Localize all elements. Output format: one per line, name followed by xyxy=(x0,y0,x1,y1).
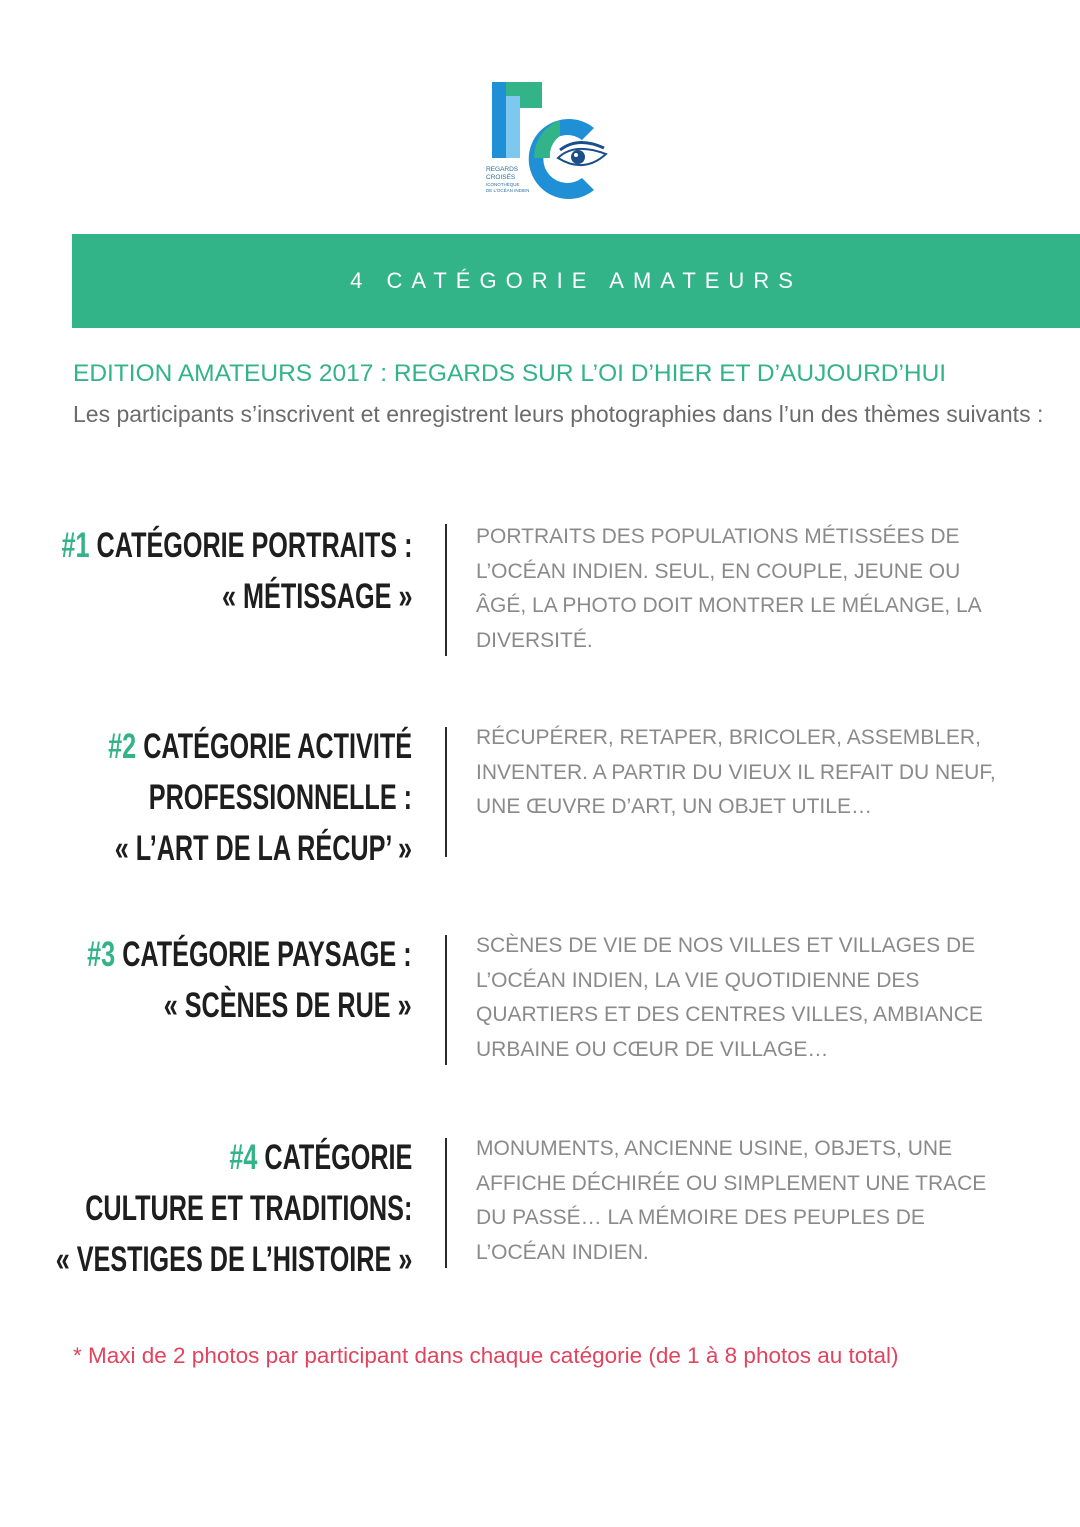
category-2-desc-line-3: UNE ŒUVRE D’ART, UN OBJET UTILE… xyxy=(476,795,872,819)
category-2-description xyxy=(476,721,1066,825)
category-2-divider xyxy=(445,727,447,857)
category-banner xyxy=(72,234,1080,328)
category-3-desc-line-2: L’OCÉAN INDIEN, LA VIE QUOTIDIENNE DES xyxy=(476,968,920,992)
category-4-desc-line-4: L’OCÉAN INDIEN. xyxy=(476,1240,649,1264)
category-3-divider xyxy=(445,935,447,1065)
category-1-number: #1 xyxy=(61,526,90,565)
category-4-title-line-2: CULTURE ET TRADITIONS: xyxy=(84,1189,412,1228)
category-3-description xyxy=(476,929,1066,1067)
category-3-title-line-1: CATÉGORIE PAYSAGE : xyxy=(122,935,413,974)
category-3-number: #3 xyxy=(87,935,116,974)
category-1-desc-line-4: DIVERSITÉ. xyxy=(476,628,593,652)
category-4-desc-line-3: DU PASSÉ… LA MÉMOIRE DES PEUPLES DE xyxy=(476,1206,925,1230)
category-4-description xyxy=(476,1132,1066,1270)
category-4-desc-line-1: MONUMENTS, ANCIENNE USINE, OBJETS, UNE xyxy=(476,1137,953,1160)
category-3-desc-line-3: QUARTIERS ET DES CENTRES VILLES, AMBIANCE xyxy=(476,1003,983,1027)
category-4-desc-line-2: AFFICHE DÉCHIRÉE OU SIMPLEMENT UNE TRACE xyxy=(476,1171,987,1195)
category-3-title-line-2: « SCÈNES DE RUE » xyxy=(164,986,412,1025)
category-2-title-line-2: PROFESSIONNELLE : xyxy=(148,778,412,817)
category-1-title xyxy=(61,520,412,622)
category-4-title xyxy=(55,1132,412,1285)
category-1-desc-line-2: L’OCÉAN INDIEN. SEUL, EN COUPLE, JEUNE OU xyxy=(476,559,961,583)
banner-title: 4 CATÉGORIE AMATEURS xyxy=(350,268,802,293)
category-1-desc-line-3: ÂGÉ, LA PHOTO DOIT MONTRER LE MÉLANGE, LA xyxy=(476,594,982,618)
category-3-desc-line-1: SCÈNES DE VIE DE NOS VILLES ET VILLAGES DE xyxy=(476,934,976,957)
logo-line-2: CROISÉS xyxy=(486,174,516,181)
category-1-divider xyxy=(445,524,447,656)
category-4-divider xyxy=(445,1138,447,1268)
category-2-title-line-3: « L’ART DE LA RÉCUP’ » xyxy=(114,829,412,868)
category-1-description xyxy=(476,520,1066,658)
logo-line-3: ICONOTHÈQUE xyxy=(486,182,520,187)
category-3-desc-line-4: URBAINE OU CŒUR DE VILLAGE… xyxy=(476,1037,829,1061)
category-1-desc-line-1: PORTRAITS DES POPULATIONS MÉTISSÉES DE xyxy=(476,525,960,548)
category-1-title-line-1: CATÉGORIE PORTRAITS : xyxy=(96,526,412,565)
logo xyxy=(478,78,618,208)
logo-text xyxy=(486,166,556,194)
category-2-title xyxy=(108,721,412,874)
category-4-number: #4 xyxy=(229,1138,258,1177)
category-3-title xyxy=(88,929,412,1031)
logo-line-4: DE L'OCÉAN INDIEN xyxy=(486,188,530,193)
category-4-title-line-1: CATÉGORIE xyxy=(264,1138,412,1177)
logo-line-1: REGARDS xyxy=(486,166,519,173)
category-1-title-line-2: « MÉTISSAGE » xyxy=(221,577,412,616)
edition-heading: EDITION AMATEURS 2017 : REGARDS SUR L’OI D’HIER ET D’AUJOURD’HUI xyxy=(73,360,947,387)
category-2-desc-line-1: RÉCUPÉRER, RETAPER, BRICOLER, ASSEMBLER, xyxy=(476,726,981,749)
intro-text: Les participants s’inscrivent et enregistrent leurs photographies dans l’un des thèmes suivants : xyxy=(73,401,1044,427)
category-2-title-line-1: CATÉGORIE ACTIVITÉ xyxy=(143,727,413,766)
category-2-number: #2 xyxy=(108,727,137,766)
category-4-title-line-3: « VESTIGES DE L’HISTOIRE » xyxy=(55,1240,412,1279)
footnote: * Maxi de 2 photos par participant dans chaque catégorie (de 1 à 8 photos au total) xyxy=(73,1343,899,1368)
category-2-desc-line-2: INVENTER. A PARTIR DU VIEUX IL REFAIT DU NEUF, xyxy=(476,760,996,784)
